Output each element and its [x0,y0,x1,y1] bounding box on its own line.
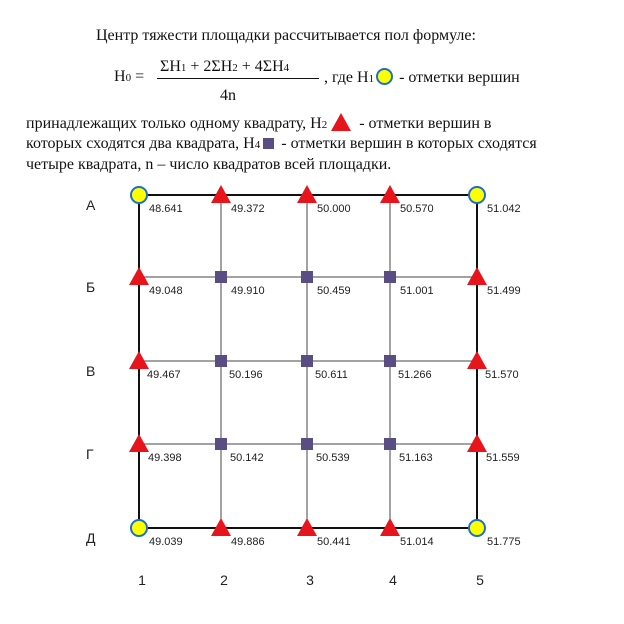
row-label: В [86,363,96,379]
legend-text: - отметки вершин в которых сходятся [277,135,537,152]
elevation-value: 49.048 [149,285,183,297]
formula-denominator: 4n [220,87,236,104]
inner-vertex-marker [301,271,313,283]
edge-vertex-marker [467,351,487,369]
legend-subscript: 2 [321,119,328,131]
formula-lhs-subscript: 0 [125,72,132,84]
elevation-value: 49.910 [231,285,265,297]
elevation-value: 49.886 [231,536,265,548]
column-label: 5 [476,572,484,588]
column-label: 3 [306,572,314,588]
legend-text: - отметки вершин в [355,115,492,132]
edge-vertex-marker [129,434,149,452]
elevation-value: 50.539 [316,452,350,464]
numerator-subscript: 4 [283,62,290,74]
inner-vertex-marker [301,438,313,450]
elevation-value: 51.266 [398,369,432,381]
column-label: 1 [138,572,146,588]
numerator-subscript: 2 [232,62,238,74]
elevation-value: 49.398 [148,452,182,464]
elevation-value: 50.459 [317,285,351,297]
elevation-value: 51.775 [487,536,521,548]
edge-vertex-marker [129,351,149,369]
elevation-value: 51.042 [487,203,521,215]
inner-vertex-marker [215,355,227,367]
numerator-part: + 4ΣH [237,58,284,75]
formula-lhs-h: H [114,68,126,85]
legend-subscript: 4 [254,139,261,151]
page-title: Центр тяжести площадки рассчитывается пол формуле: [96,27,476,44]
column-label: 2 [220,572,228,588]
column-label: 4 [389,572,397,588]
row-label: Д [86,530,96,546]
formula-rest-subscript: 1 [368,73,375,85]
elevation-value: 50.142 [230,452,264,464]
elevation-value: 50.000 [317,203,351,215]
elevation-value: 51.163 [399,452,433,464]
elevation-value: 51.499 [487,285,521,297]
elevation-value: 50.196 [229,369,263,381]
elevation-value: 51.001 [400,285,434,297]
formula-lhs-equals: = [131,68,145,85]
formula-rest-text: , где H [324,69,369,86]
inner-vertex-marker [301,355,313,367]
legend-text: принадлежащих только одному квадрату, H [26,115,322,132]
numerator-subscript: 1 [180,62,187,74]
inner-vertex-marker [384,355,396,367]
inner-vertex-marker [384,271,396,283]
row-label: Г [86,446,94,462]
edge-vertex-marker [129,267,149,285]
elevation-value: 51.570 [485,369,519,381]
corner-vertex-marker [131,187,147,203]
inner-vertex-marker [215,438,227,450]
formula-rest-text: - отметки вершин [395,69,520,86]
edge-vertex-marker [467,434,487,452]
numerator-part: ΣH [160,58,181,75]
elevation-value: 49.039 [149,536,183,548]
inner-vertex-marker [384,438,396,450]
elevation-value: 51.014 [400,536,434,548]
inner-vertex-marker [215,271,227,283]
elevation-value: 51.559 [486,452,520,464]
elevation-value: 50.611 [315,369,348,381]
edge-vertex-marker [467,267,487,285]
corner-vertex-marker [469,187,485,203]
corner-vertex-marker [469,520,485,536]
elevation-value: 50.570 [400,203,434,215]
numerator-part: + 2ΣH [186,58,233,75]
elevation-value: 48.641 [149,203,183,215]
legend-line-3: четыре квадрата, n – число квадратов всей площадки. [26,156,392,173]
row-label: Б [86,279,96,295]
elevation-value: 50.441 [317,536,351,548]
elevation-value: 49.467 [147,369,181,381]
legend-text: которых сходятся два квадрата, H [26,135,255,152]
elevation-value: 49.372 [231,203,265,215]
corner-vertex-marker [131,520,147,536]
row-label: А [86,197,96,213]
